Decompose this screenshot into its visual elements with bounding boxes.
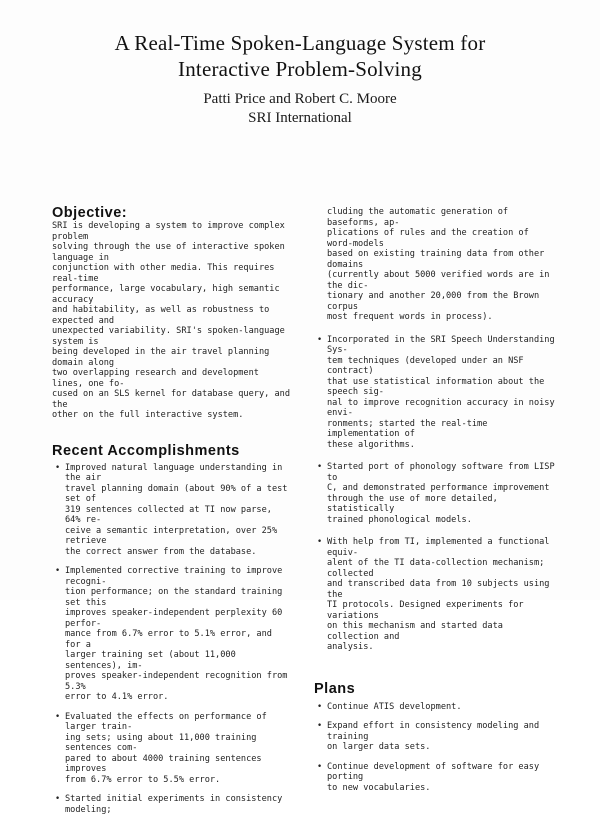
accomplishment-text: Started initial experiments in consistency modeling; (65, 794, 282, 815)
accomplishment-text: Evaluated the effects on performance of larger train- ing sets; using about 11,000 training sentences com- pared to about 4000 training sentences improves from 6.7% error to 5.5% error. (65, 712, 267, 785)
paper-title-line-1: A Real-Time Spoken-Language System for (0, 30, 600, 56)
objective-text: SRI is developing a system to improve complex problem solving through the use of interactive spoken language in conjunction with other media. This requires real-time performance, large vocabulary, high semantic accuracy and habitability, as well as robustness to expected and unexpected variability. SRI's spoken-language system is being developed in the air travel planning domain along two overlapping research and development lines, one fo- cused on an SLS kernel for database query, and the other on the full interactive system. (52, 221, 290, 421)
title-block (0, 30, 600, 128)
bullet-icon: • (317, 335, 322, 346)
bullet-icon: • (317, 462, 322, 473)
plan-text: Continue development of software for easy porting to new vocabularies. (327, 762, 539, 793)
continuation-text: cluding the automatic generation of baseforms, ap- plications of rules and the creation of word-models based on existing training data from other domains (currently about 5000 verified words are in the dic- tionary and another 20,000 from the Brown corpus most frequent words in process). (314, 207, 558, 323)
objective-heading: Objective: (52, 205, 290, 221)
bullet-icon: • (55, 463, 60, 474)
plan-text: Continue ATIS development. (327, 702, 462, 712)
bullet-icon: • (317, 721, 322, 732)
bullet-icon: • (317, 702, 322, 713)
list-item (52, 712, 290, 786)
bullet-icon: • (55, 794, 60, 805)
paper-title-line-2: Interactive Problem-Solving (0, 56, 600, 82)
accomplishment-text: Improved natural language understanding in the air travel planning domain (about 90% of a test set of 319 sentences collected at TI now parse, 64% re- ceive a semantic interpretation, over 25% retrieve the correct answer from the database. (65, 463, 287, 557)
accomplishment-text: Started port of phonology software from LISP to C, and demonstrated performance improvement through the use of more detailed, statistically trained phonological models. (327, 462, 555, 525)
list-item (52, 566, 290, 703)
list-item (314, 762, 558, 794)
bullet-icon: • (55, 566, 60, 577)
right-column (314, 207, 558, 793)
accomplishments-list (52, 463, 290, 815)
paper-authors: Patti Price and Robert C. Moore (0, 90, 600, 109)
accomplishment-text: Implemented corrective training to improve recogni- tion performance; on the standard training set this improves speaker-independent perplexity 60 perfor- mance from 6.7% error to 5.1% error, and for a larger training set (about 11,000 sentences), im- proves speaker-independent recognition from 5.3% error to 4.1% error. (65, 566, 287, 702)
left-column (52, 205, 290, 815)
list-item (314, 537, 558, 653)
list-item (314, 702, 558, 713)
right-accomplishments-list (314, 335, 558, 653)
plan-text: Expand effort in consistency modeling and training on larger data sets. (327, 721, 539, 752)
list-item (52, 794, 290, 815)
list-item (52, 463, 290, 558)
list-item (314, 462, 558, 525)
list-item (314, 335, 558, 451)
bullet-icon: • (317, 762, 322, 773)
accomplishments-heading: Recent Accomplishments (52, 443, 290, 459)
accomplishment-text: Incorporated in the SRI Speech Understanding Sys- tem techniques (developed under an NSF contract) that use statistical information about the speech sig- nal to improve recognition accuracy in noisy envi- ronments; started the real-time implementation of these algorithms. (327, 335, 555, 450)
plans-list (314, 702, 558, 794)
bullet-icon: • (55, 712, 60, 723)
paper-affiliation: SRI International (0, 109, 600, 128)
plans-heading: Plans (314, 681, 558, 697)
accomplishment-text: With help from TI, implemented a functional equiv- alent of the TI data-collection mechanism; collected and transcribed data from 10 subjects using the TI protocols. Designed experiments for variations on this mechanism and started data collection and analysis. (327, 537, 549, 652)
list-item (314, 721, 558, 753)
bullet-icon: • (317, 537, 322, 548)
